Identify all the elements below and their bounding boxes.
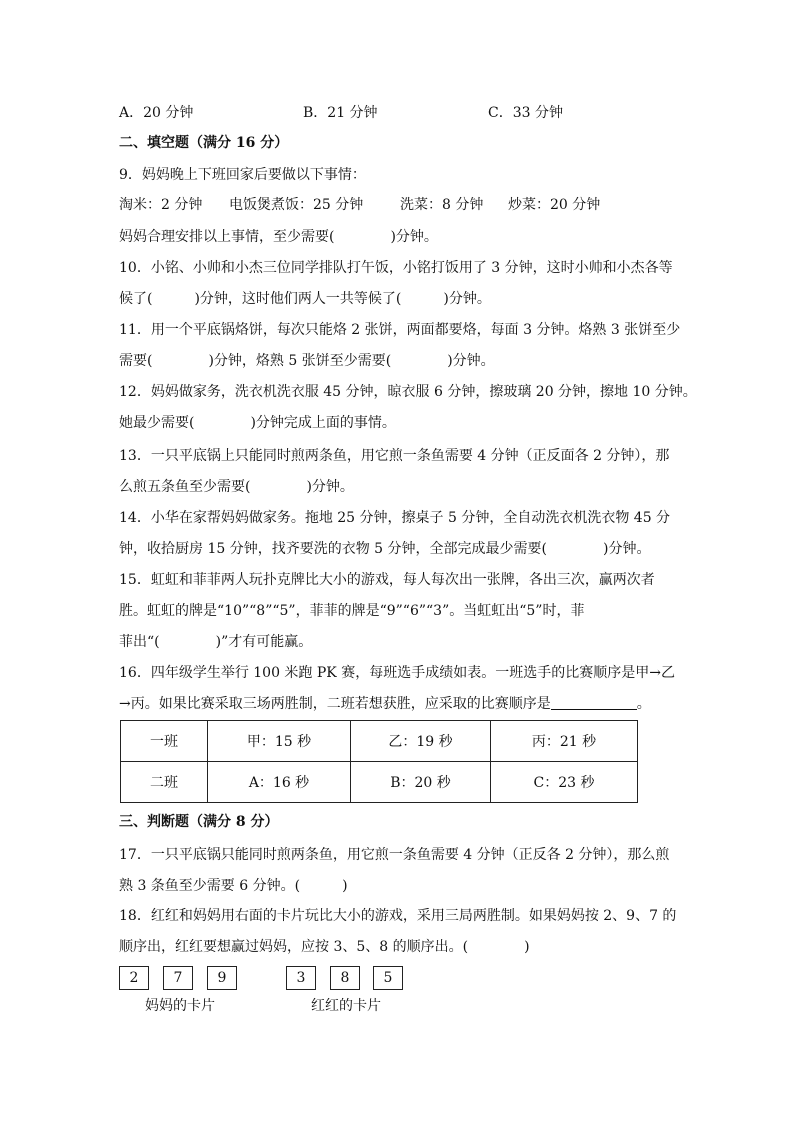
- table-row: [121, 721, 638, 762]
- hong-card: 8: [330, 966, 360, 990]
- table-cell: 二班: [121, 762, 208, 803]
- q11-line1: 11．用一个平底锅烙饼，每次只能烙 2 张饼，两面都要烙，每面 3 分钟。烙熟 3 张饼至少: [119, 322, 681, 338]
- mom-card: 9: [207, 966, 237, 990]
- q9-task-rice-cook: 电饭煲煮饭：25 分钟: [229, 197, 364, 213]
- q15-line1: 15．虹虹和菲菲两人玩扑克牌比大小的游戏，每人每次出一张牌，各出三次，赢两次者: [119, 572, 655, 588]
- q12-line2: 她最少需要( )分钟完成上面的事情。: [119, 415, 396, 431]
- table-cell: 甲：15 秒: [208, 721, 351, 762]
- q15-line3: 菲出“( )”才有可能赢。: [119, 634, 313, 650]
- q14-line1: 14．小华在家帮妈妈做家务。拖地 25 分钟，擦桌子 5 分钟，全自动洗衣机洗衣物 45 分: [119, 510, 671, 526]
- q9-task-stir-fry: 炒菜：20 分钟: [508, 197, 601, 213]
- q18-line2: 顺序出，红红要想赢过妈妈，应按 3、5、8 的顺序出。( ): [119, 939, 530, 955]
- q16-line1: 16．四年级学生举行 100 米跑 PK 赛，每班选手成绩如表。一班选手的比赛顺序是甲→乙: [119, 665, 675, 681]
- q8-option-a: A．20 分钟: [119, 105, 194, 121]
- q16-line2: [119, 694, 651, 714]
- q13-line2: 么煎五条鱼至少需要( )分钟。: [119, 479, 354, 495]
- q16-line2-text: →丙。如果比赛采取三场两胜制，二班若想获胜，应采取的比赛顺序是: [119, 696, 551, 712]
- q17-line2: 熟 3 条鱼至少需要 6 分钟。( ): [119, 878, 348, 894]
- q15-line2: 胜。虹虹的牌是“10”“8”“5”，菲菲的牌是“9”“6”“3”。当虹虹出“5”时，菲: [119, 603, 585, 619]
- table-row: [121, 762, 638, 803]
- q16-line2-end: 。: [636, 696, 651, 712]
- q16-answer-blank[interactable]: [551, 695, 637, 710]
- q11-line2: 需要( )分钟，烙熟 5 张饼至少需要( )分钟。: [119, 353, 495, 369]
- q17-line1: 17．一只平底锅只能同时煎两条鱼，用它煎一条鱼需要 4 分钟（正反各 2 分钟），那么煎: [119, 847, 670, 863]
- q8-option-b: B．21 分钟: [303, 105, 378, 121]
- q9-task-rice-wash: 淘米：2 分钟: [119, 197, 203, 213]
- hong-card: 3: [286, 966, 316, 990]
- q9-line3: 妈妈合理安排以上事情，至少需要( )分钟。: [119, 229, 438, 245]
- q18-line1: 18．红红和妈妈用右面的卡片玩比大小的游戏，采用三局两胜制。如果妈妈按 2、9、7 的: [119, 908, 677, 924]
- table-cell: B：20 秒: [351, 762, 491, 803]
- q14-line2: 钟，收拾厨房 15 分钟，找齐要洗的衣物 5 分钟，全部完成最少需要( )分钟。: [119, 541, 651, 557]
- mom-card: 7: [163, 966, 193, 990]
- mom-cards-caption: 妈妈的卡片: [145, 998, 215, 1014]
- hong-card: 5: [373, 966, 403, 990]
- table-cell: A：16 秒: [208, 762, 351, 803]
- q10-line1: 10．小铭、小帅和小杰三位同学排队打午饭，小铭打饭用了 3 分钟，这时小帅和小杰各等: [119, 260, 673, 276]
- section2-title: 二、填空题（满分 16 分）: [119, 135, 289, 151]
- q10-line2: 候了( )分钟，这时他们两人一共等候了( )分钟。: [119, 291, 491, 307]
- table-cell: 丙：21 秒: [491, 721, 638, 762]
- table-cell: C：23 秒: [491, 762, 638, 803]
- q16-score-table: [120, 720, 638, 803]
- table-cell: 乙：19 秒: [351, 721, 491, 762]
- table-cell: 一班: [121, 721, 208, 762]
- q9-task-veg-wash: 洗菜：8 分钟: [400, 197, 484, 213]
- section3-title: 三、判断题（满分 8 分）: [119, 814, 279, 830]
- q13-line1: 13．一只平底锅上只能同时煎两条鱼，用它煎一条鱼需要 4 分钟（正反面各 2 分钟），那: [119, 448, 670, 464]
- q9-line1: 9．妈妈晚上下班回家后要做以下事情：: [119, 167, 366, 183]
- q8-option-c: C．33 分钟: [488, 105, 563, 121]
- q12-line1: 12．妈妈做家务，洗衣机洗衣服 45 分钟，晾衣服 6 分钟，擦玻璃 20 分钟，擦地 10 分钟。: [119, 384, 697, 400]
- mom-card: 2: [119, 966, 149, 990]
- hong-cards-caption: 红红的卡片: [311, 998, 381, 1014]
